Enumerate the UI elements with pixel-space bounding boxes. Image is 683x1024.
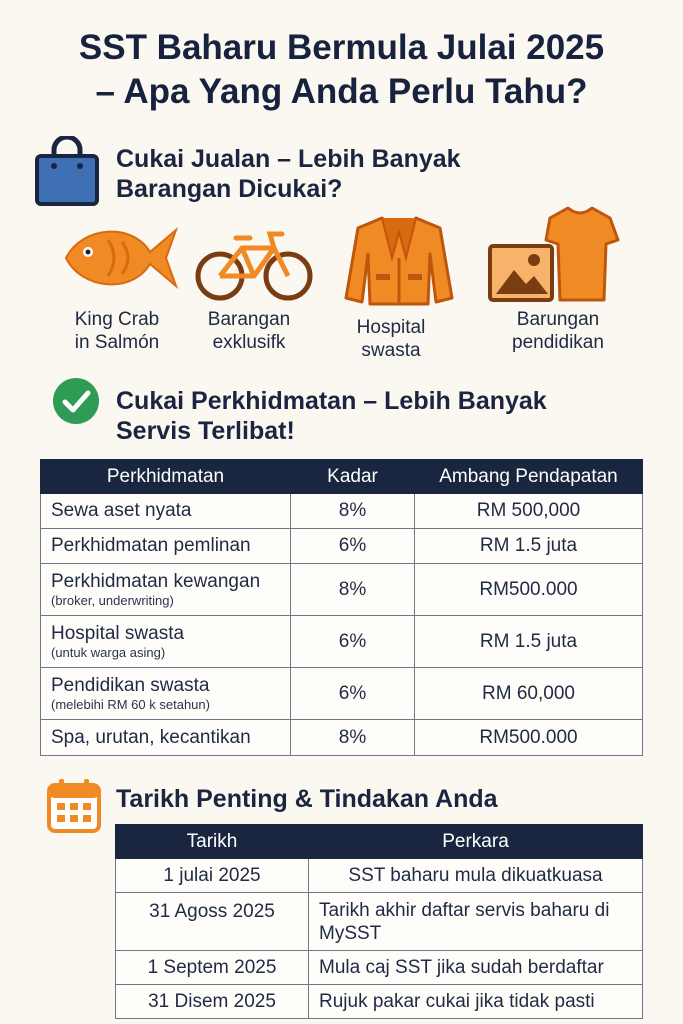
category-4 [488, 308, 628, 354]
picture-shirt-icon [488, 206, 620, 302]
service-cell [41, 529, 291, 564]
date-cell: 1 Septem 2025 [116, 951, 309, 985]
threshold-cell: RM500.000 [415, 720, 643, 756]
dates-table [115, 824, 643, 1019]
threshold-cell: RM 60,000 [415, 668, 643, 720]
service-note: (untuk warga asing) [51, 645, 166, 660]
shopping-bag-icon [34, 136, 100, 208]
fish-icon [62, 222, 180, 294]
category-2 [184, 308, 314, 354]
service-name: Sewa aset nyata [51, 500, 192, 521]
dates-heading: Tarikh Penting & Tindakan Anda [116, 785, 498, 813]
table-header-row [116, 825, 643, 859]
service-cell [41, 564, 291, 616]
check-circle-icon [52, 377, 100, 425]
table-row [116, 859, 643, 893]
date-cell: 1 julai 2025 [116, 859, 309, 893]
rate-cell: 6% [291, 616, 415, 668]
rate-cell: 6% [291, 668, 415, 720]
table-row [41, 564, 643, 616]
category-3-line-1: Hospital [356, 317, 426, 338]
service-name: Perkhidmatan kewangan [51, 571, 261, 592]
jacket-icon [344, 214, 454, 308]
service-cell [41, 720, 291, 756]
table-row [41, 529, 643, 564]
title-line-2: – Apa Yang Anda Perlu Tahu? [95, 72, 588, 111]
rate-cell: 8% [291, 494, 415, 529]
service-name: Perkhidmatan pemlinan [51, 535, 251, 556]
header-service: Perkhidmatan [41, 460, 291, 494]
item-cell: Rujuk pakar cukai jika tidak pasti [309, 985, 643, 1019]
threshold-cell: RM 1.5 juta [415, 616, 643, 668]
category-2-line-2: exklusifk [212, 332, 286, 353]
service-tax-heading-line-2: Servis Terlibat! [116, 417, 295, 445]
sales-tax-heading [116, 144, 461, 204]
service-tax-heading [116, 386, 547, 446]
category-1 [52, 308, 182, 354]
date-cell: 31 Disem 2025 [116, 985, 309, 1019]
item-cell: Mula caj SST jika sudah berdaftar [309, 951, 643, 985]
table-row [116, 985, 643, 1019]
threshold-cell: RM 500,000 [415, 494, 643, 529]
item-cell: Tarikh akhir daftar servis baharu di MySST [309, 893, 643, 951]
page-title [0, 26, 683, 114]
sales-tax-heading-line-1: Cukai Jualan – Lebih Banyak [116, 145, 461, 173]
item-cell: SST baharu mula dikuatkuasa [309, 859, 643, 893]
category-1-line-2: in Salmón [74, 332, 160, 353]
rate-cell: 8% [291, 564, 415, 616]
header-item: Perkara [309, 825, 643, 859]
category-4-line-1: Barungan [516, 309, 600, 330]
category-3 [326, 316, 456, 362]
bicycle-icon [194, 226, 314, 302]
category-3-line-2: swasta [361, 340, 421, 361]
table-row [41, 668, 643, 720]
service-name: Pendidikan swasta [51, 675, 210, 696]
table-row [41, 720, 643, 756]
category-1-line-1: King Crab [74, 309, 160, 330]
header-date: Tarikh [116, 825, 309, 859]
table-row [41, 494, 643, 529]
service-tax-table [40, 459, 643, 756]
table-row [116, 893, 643, 951]
title-line-1: SST Baharu Bermula Julai 2025 [78, 28, 605, 67]
service-name: Spa, urutan, kecantikan [51, 726, 251, 748]
service-cell [41, 616, 291, 668]
table-row [41, 616, 643, 668]
threshold-cell: RM 1.5 juta [415, 529, 643, 564]
sales-tax-heading-line-2: Barangan Dicukai? [116, 175, 343, 203]
service-note: (broker, underwriting) [51, 593, 174, 608]
category-4-line-2: pendidikan [512, 332, 604, 353]
header-rate: Kadar [291, 460, 415, 494]
date-cell: 31 Agoss 2025 [116, 893, 309, 951]
threshold-cell: RM500.000 [415, 564, 643, 616]
calendar-icon [46, 778, 102, 834]
header-threshold: Ambang Pendapatan [415, 460, 643, 494]
category-2-line-1: Barangan [207, 309, 291, 330]
rate-cell: 8% [291, 720, 415, 756]
table-row [116, 951, 643, 985]
table-header-row [41, 460, 643, 494]
service-tax-heading-line-1: Cukai Perkhidmatan – Lebih Banyak [116, 387, 547, 415]
service-name: Hospital swasta [51, 623, 185, 644]
service-cell [41, 494, 291, 529]
rate-cell: 6% [291, 529, 415, 564]
service-cell [41, 668, 291, 720]
service-note: (melebihi RM 60 k setahun) [51, 697, 210, 712]
